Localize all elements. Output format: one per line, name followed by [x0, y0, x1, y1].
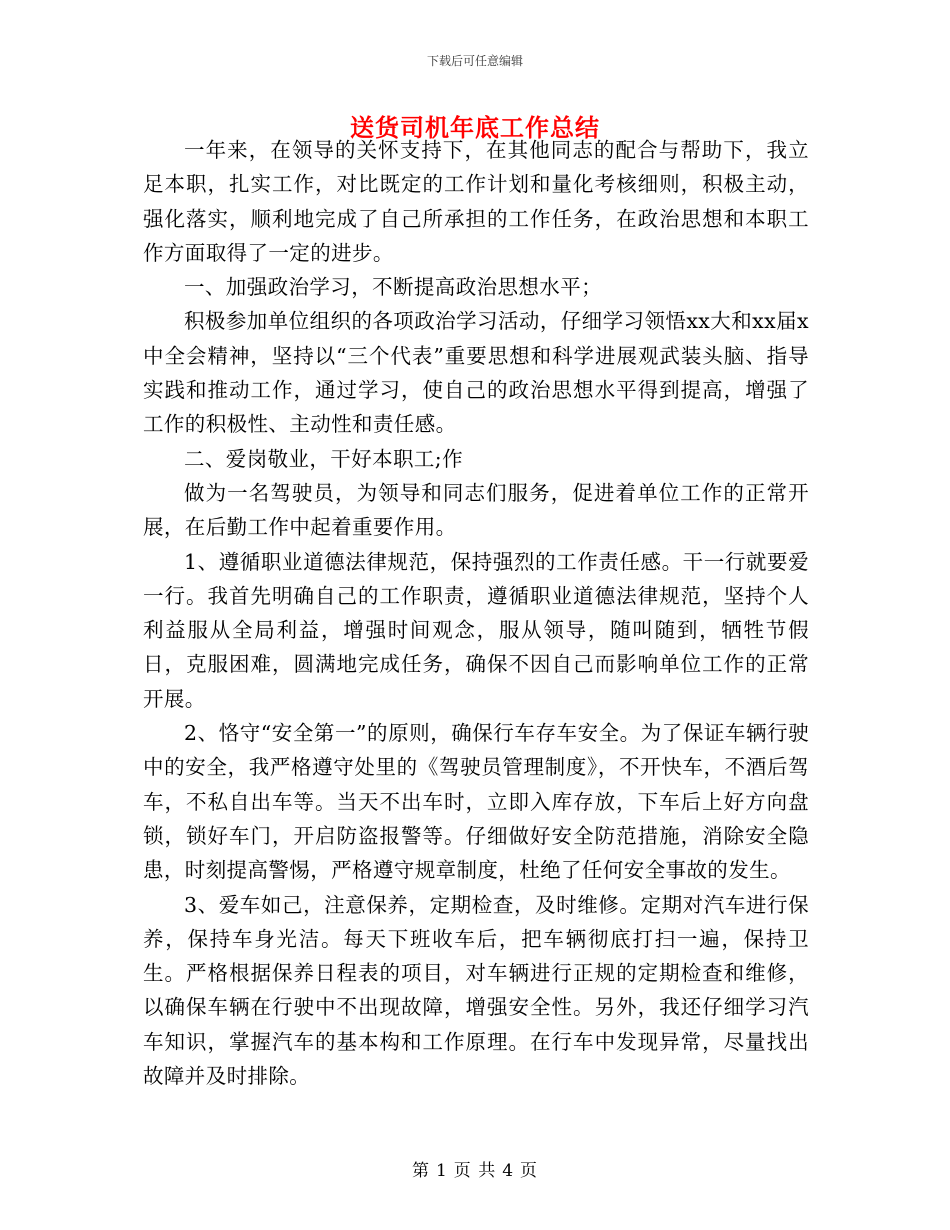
paragraph-intro: 一年来，在领导的关怀支持下，在其他同志的配合与帮助下，我立足本职，扎实工作，对比既定的工作计划和量化考核细则，积极主动，强化落实，顺利地完成了自己所承担的工作任务，在政治思想和本职工作方面取得了一定的进步。	[143, 138, 809, 265]
paragraph-item-3: 3、爱车如己，注意保养，定期检查，及时维修。定期对汽车进行保养，保持车身光洁。每天下班收车后，把车辆彻底打扫一遍，保持卫生。严格根据保养日程表的项目，对车辆进行正规的定期检查和维修，以确保车辆在行驶中不出现故障，增强安全性。另外，我还仔细学习汽车知识，掌握汽车的基本构和工作原理。在行车中发现异常，尽量找出故障并及时排除。	[143, 892, 809, 1089]
footer-prefix: 第	[411, 1161, 430, 1181]
paragraph-driver-role: 做为一名驾驶员，为领导和同志们服务，促进着单位工作的正常开展，在后勤工作中起着重要作用。	[143, 480, 809, 540]
page-footer	[0, 1156, 950, 1181]
footer-suffix: 页	[520, 1161, 539, 1181]
document-title: 送货司机年底工作总结	[350, 113, 600, 142]
footer-current-page: 1	[435, 1161, 448, 1181]
section-heading-1: 一、加强政治学习，不断提高政治思想水平；	[184, 275, 602, 300]
footer-total-pages: 4	[502, 1161, 515, 1181]
section-heading-2: 二、爱岗敬业，干好本职工;作	[184, 446, 464, 471]
document-body	[143, 133, 809, 1093]
paragraph-item-2: 2、恪守“安全第一”的原则，确保行车存车安全。为了保证车辆行驶中的安全，我严格遵守处里的《驾驶员管理制度》，不开快车，不酒后驾车，不私自出车等。当天不出车时，立即入库存放，下车后上好方向盘锁，锁好车门，开启防盗报警等。仔细做好安全防范措施，消除安全隐患，时刻提高警惕，严格遵守规章制度，杜绝了任何安全事故的发生。	[143, 721, 809, 883]
paragraph-item-1: 1、遵循职业道德法律规范，保持强烈的工作责任感。干一行就要爱一行。我首先明确自己的工作职责，遵循职业道德法律规范，坚持个人利益服从全局利益，增强时间观念，服从领导，随叫随到，牺牲节假日，克服困难，圆满地完成任务，确保不因自己而影响单位工作的正常开展。	[143, 549, 809, 711]
footer-middle: 页 共	[453, 1161, 497, 1181]
header-note: 下载后可任意编辑	[426, 54, 523, 68]
paragraph-political-study: 积极参加单位组织的各项政治学习活动，仔细学习领悟xx大和xx届x中全会精神，坚持以“三个代表”重要思想和科学进展观武装头脑、指导实践和推动工作，通过学习，使自己的政治思想水平得到提高，增强了工作的积极性、主动性和责任感。	[143, 309, 809, 437]
